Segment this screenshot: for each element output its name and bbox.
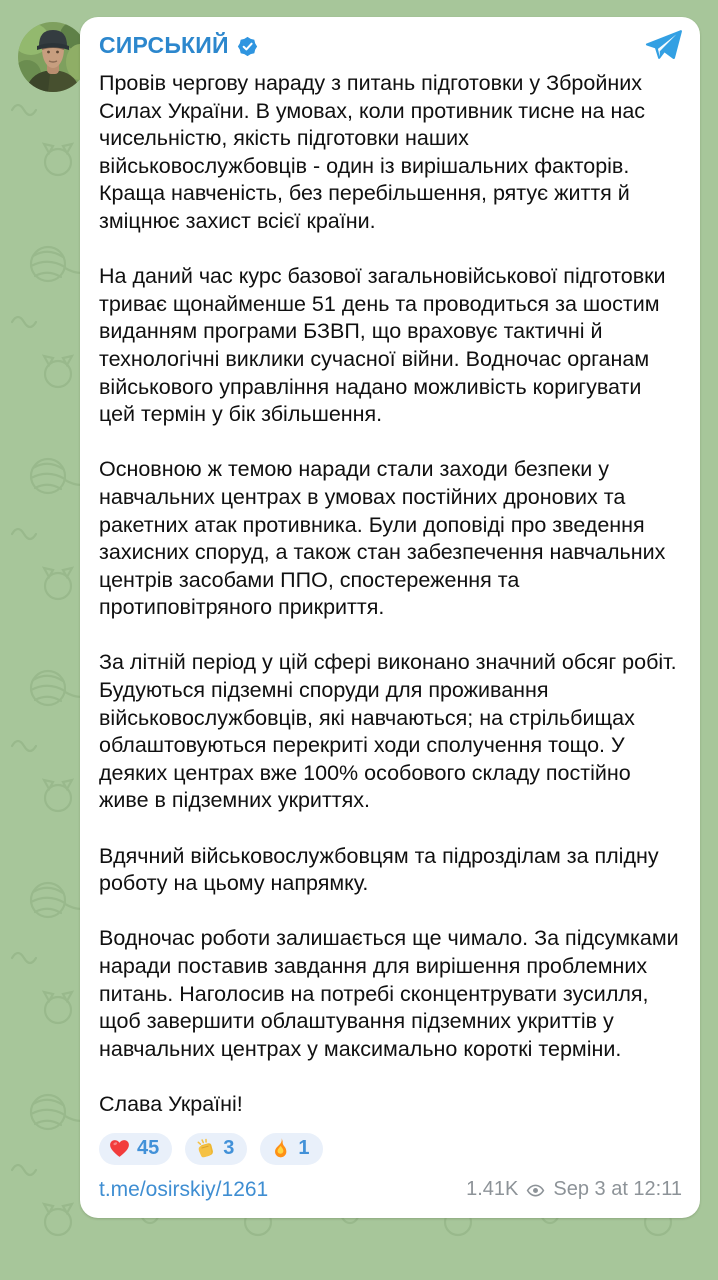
- message-paragraph: Основною ж темою наради стали заходи безпеки у навчальних центрах в умовах постійних дронових та ракетних атак противника. Були доповіді про зведення захисних споруд, а також стан забезпечення навчальних центрів засобами ППО, спостереження та протиповітряного прикриття.: [99, 457, 666, 620]
- view-count: 1.41K: [466, 1178, 519, 1201]
- reactions-row: [99, 1133, 682, 1165]
- channel-name[interactable]: СИРСЬКИЙ: [99, 31, 229, 58]
- reaction-fire-button[interactable]: [260, 1133, 322, 1165]
- reaction-clap-button[interactable]: [185, 1133, 247, 1165]
- reaction-count: 45: [137, 1137, 160, 1160]
- message-paragraph: Водночас роботи залишається ще чимало. За підсумками наради поставив завдання для вирішення проблемних питань. Наголосив на потребі сконцентрувати зусилля, щоб завершити облаштування підземних укриттів у навчальних центрах у максимально короткі терміни.: [99, 926, 679, 1061]
- clapping-hands-emoji-icon: [194, 1137, 217, 1160]
- message-text: [99, 70, 682, 1119]
- message-meta: [466, 1178, 682, 1201]
- reaction-count: 3: [223, 1137, 235, 1160]
- message-paragraph: Вдячний військовослужбовцям та підрозділам за плідну роботу на цьому напрямку.: [99, 843, 659, 896]
- message-paragraph: За літній період у цій сфері виконано значний обсяг робіт. Будуються підземні споруди для проживання військовослужбовців, які навчаються; на стрільбищах облаштовуються перекриті ходи сполучення тощо. У деяких центрах вже 100% особового складу постійно живе в підземних укриттях.: [99, 650, 677, 813]
- avatar-portrait-image: [18, 22, 88, 92]
- timestamp: Sep 3 at 12:11: [553, 1178, 682, 1201]
- reaction-heart-button[interactable]: [99, 1133, 172, 1165]
- verified-badge-icon: [237, 36, 258, 57]
- telegram-plane-icon[interactable]: [645, 29, 682, 62]
- message-paragraph: Слава Україні!: [99, 1091, 243, 1116]
- message-bubble: [80, 17, 700, 1218]
- message-paragraph: На даний час курс базової загальновійськової підготовки триває щонайменше 51 день та проводиться за шостим виданням програми БЗВП, що враховує тактичні й технологічні виклики сучасної війни. Водночас органам військового управління надано можливість коригувати цей термін у бік збільшення.: [99, 264, 666, 427]
- reaction-count: 1: [298, 1137, 310, 1160]
- message-header: [99, 29, 682, 61]
- fire-emoji-icon: [269, 1137, 292, 1160]
- post-link[interactable]: t.me/osirskiy/1261: [99, 1177, 269, 1201]
- red-heart-emoji-icon: [108, 1137, 131, 1160]
- message-paragraph: Провів чергову нараду з питань підготовки у Збройних Силах України. В умовах, коли противник тисне на нас чисельністю, якість підготовки наших військовослужбовців - один із вирішальних факторів. Краща навченість, без перебільшення, рятує життя й зміцнює захист всієї країни.: [99, 71, 646, 233]
- message-footer: [99, 1176, 682, 1204]
- channel-avatar[interactable]: [18, 22, 88, 92]
- views-eye-icon: [526, 1181, 545, 1200]
